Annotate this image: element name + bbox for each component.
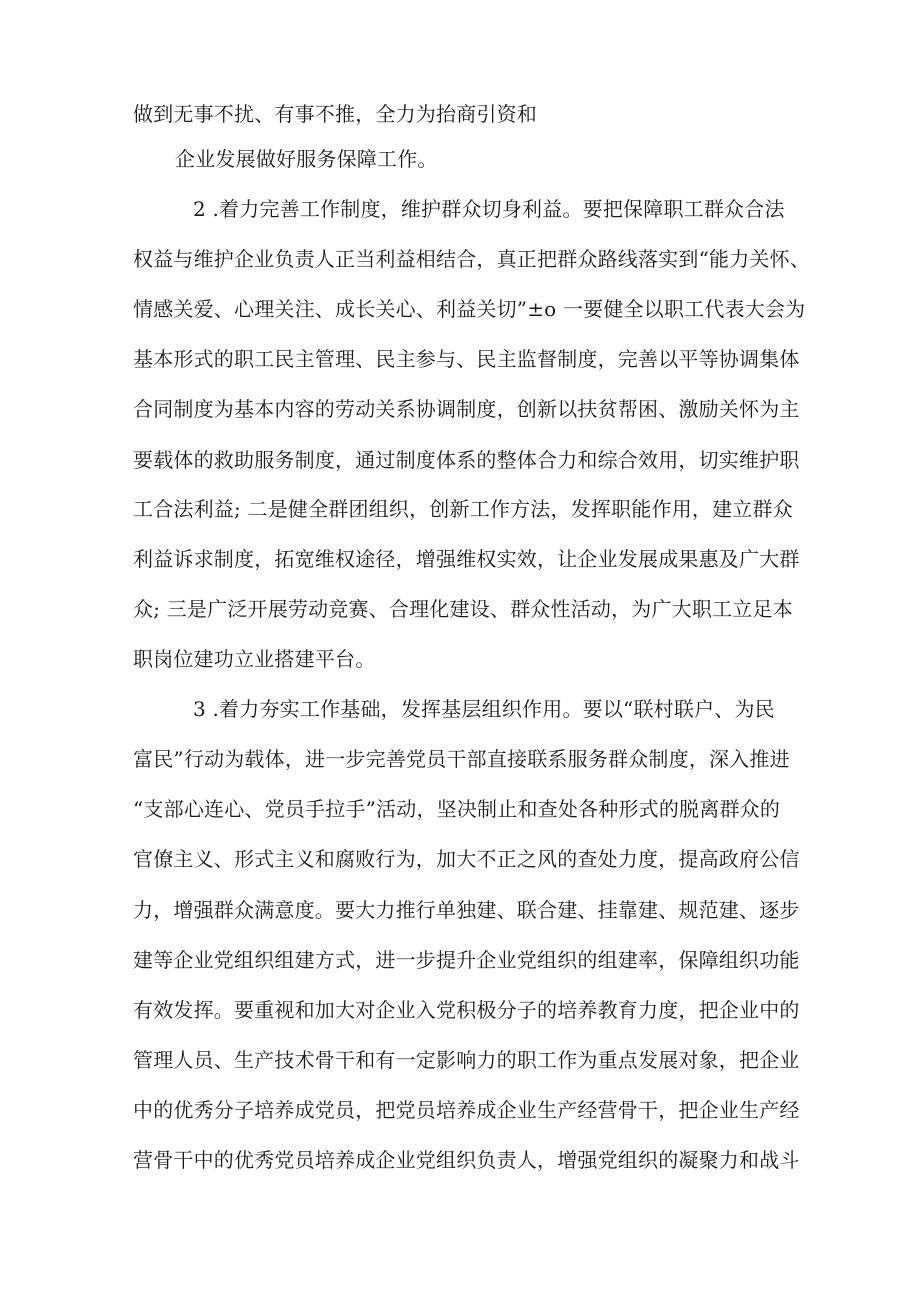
text-line: 营骨干中的优秀党员培养成企业党组织负责人，增强党组织的凝聚力和战斗 [133, 1148, 800, 1172]
text-line: 利益诉求制度，拓宽维权途径，增强维权实效，让企业发展成果惠及广大群 [133, 547, 800, 571]
text-line: 权益与维护企业负责人正当利益相结合，真正把群众路线落实到“能力关怀、 [133, 247, 811, 271]
text-line: 官僚主义、形式主义和腐败行为，加大不正之风的查处力度，提高政府公信 [133, 847, 800, 871]
text-line: 富民”行动为载体，进一步完善党员干部直接联系服务群众制度，深入推进 [133, 747, 790, 771]
text-line: 情感关爱、心理关注、成长关心、利益关切”±o 一要健全以职工代表大会为 [133, 297, 806, 321]
text-line: 要载体的救助服务制度，通过制度体系的整体合力和综合效用，切实维护职 [133, 448, 800, 472]
text-line: 2 .着力完善工作制度，维护群众切身利益。要把保障职工群众合法 [193, 197, 785, 221]
text-line: 管理人员、生产技术骨干和有一定影响力的职工作为重点发展对象，把企业 [133, 1048, 800, 1072]
text-line: 众; 三是广泛开展劳动竞赛、合理化建设、群众性活动，为广大职工立足本 [133, 597, 793, 621]
text-line: 力，增强群众满意度。要大力推行单独建、联合建、挂靠建、规范建、逐步 [133, 898, 800, 922]
text-line: 工合法利益; 二是健全群团组织，创新工作方法，发挥职能作用，建立群众 [133, 497, 793, 521]
text-line: 中的优秀分子培养成党员，把党员培养成企业生产经营骨干，把企业生产经 [133, 1098, 800, 1122]
text-line: 职岗位建功立业搭建平台。 [133, 647, 376, 671]
text-line: 做到无事不扰、有事不推，全力为抬商引资和 [133, 102, 537, 126]
text-line: 3 .着力夯实工作基础，发挥基层组织作用。要以“联村联户、为民 [193, 697, 775, 721]
text-line: “支部心连心、党员手拉手”活动，坚决制止和查处各种形式的脱离群众的 [133, 797, 781, 821]
text-line: 有效发挥。要重视和加大对企业入党积极分子的培养教育力度，把企业中的 [133, 998, 800, 1022]
text-line: 企业发展做好服务保障工作。 [175, 147, 438, 171]
text-line: 建等企业党组织组建方式，进一步提升企业党组织的组建率，保障组织功能 [133, 948, 800, 972]
text-line: 基本形式的职工民主管理、民主参与、民主监督制度，完善以平等协调集体 [133, 347, 800, 371]
text-line: 合同制度为基本内容的劳动关系协调制度，创新以扶贫帮困、激励关怀为主 [133, 397, 800, 421]
